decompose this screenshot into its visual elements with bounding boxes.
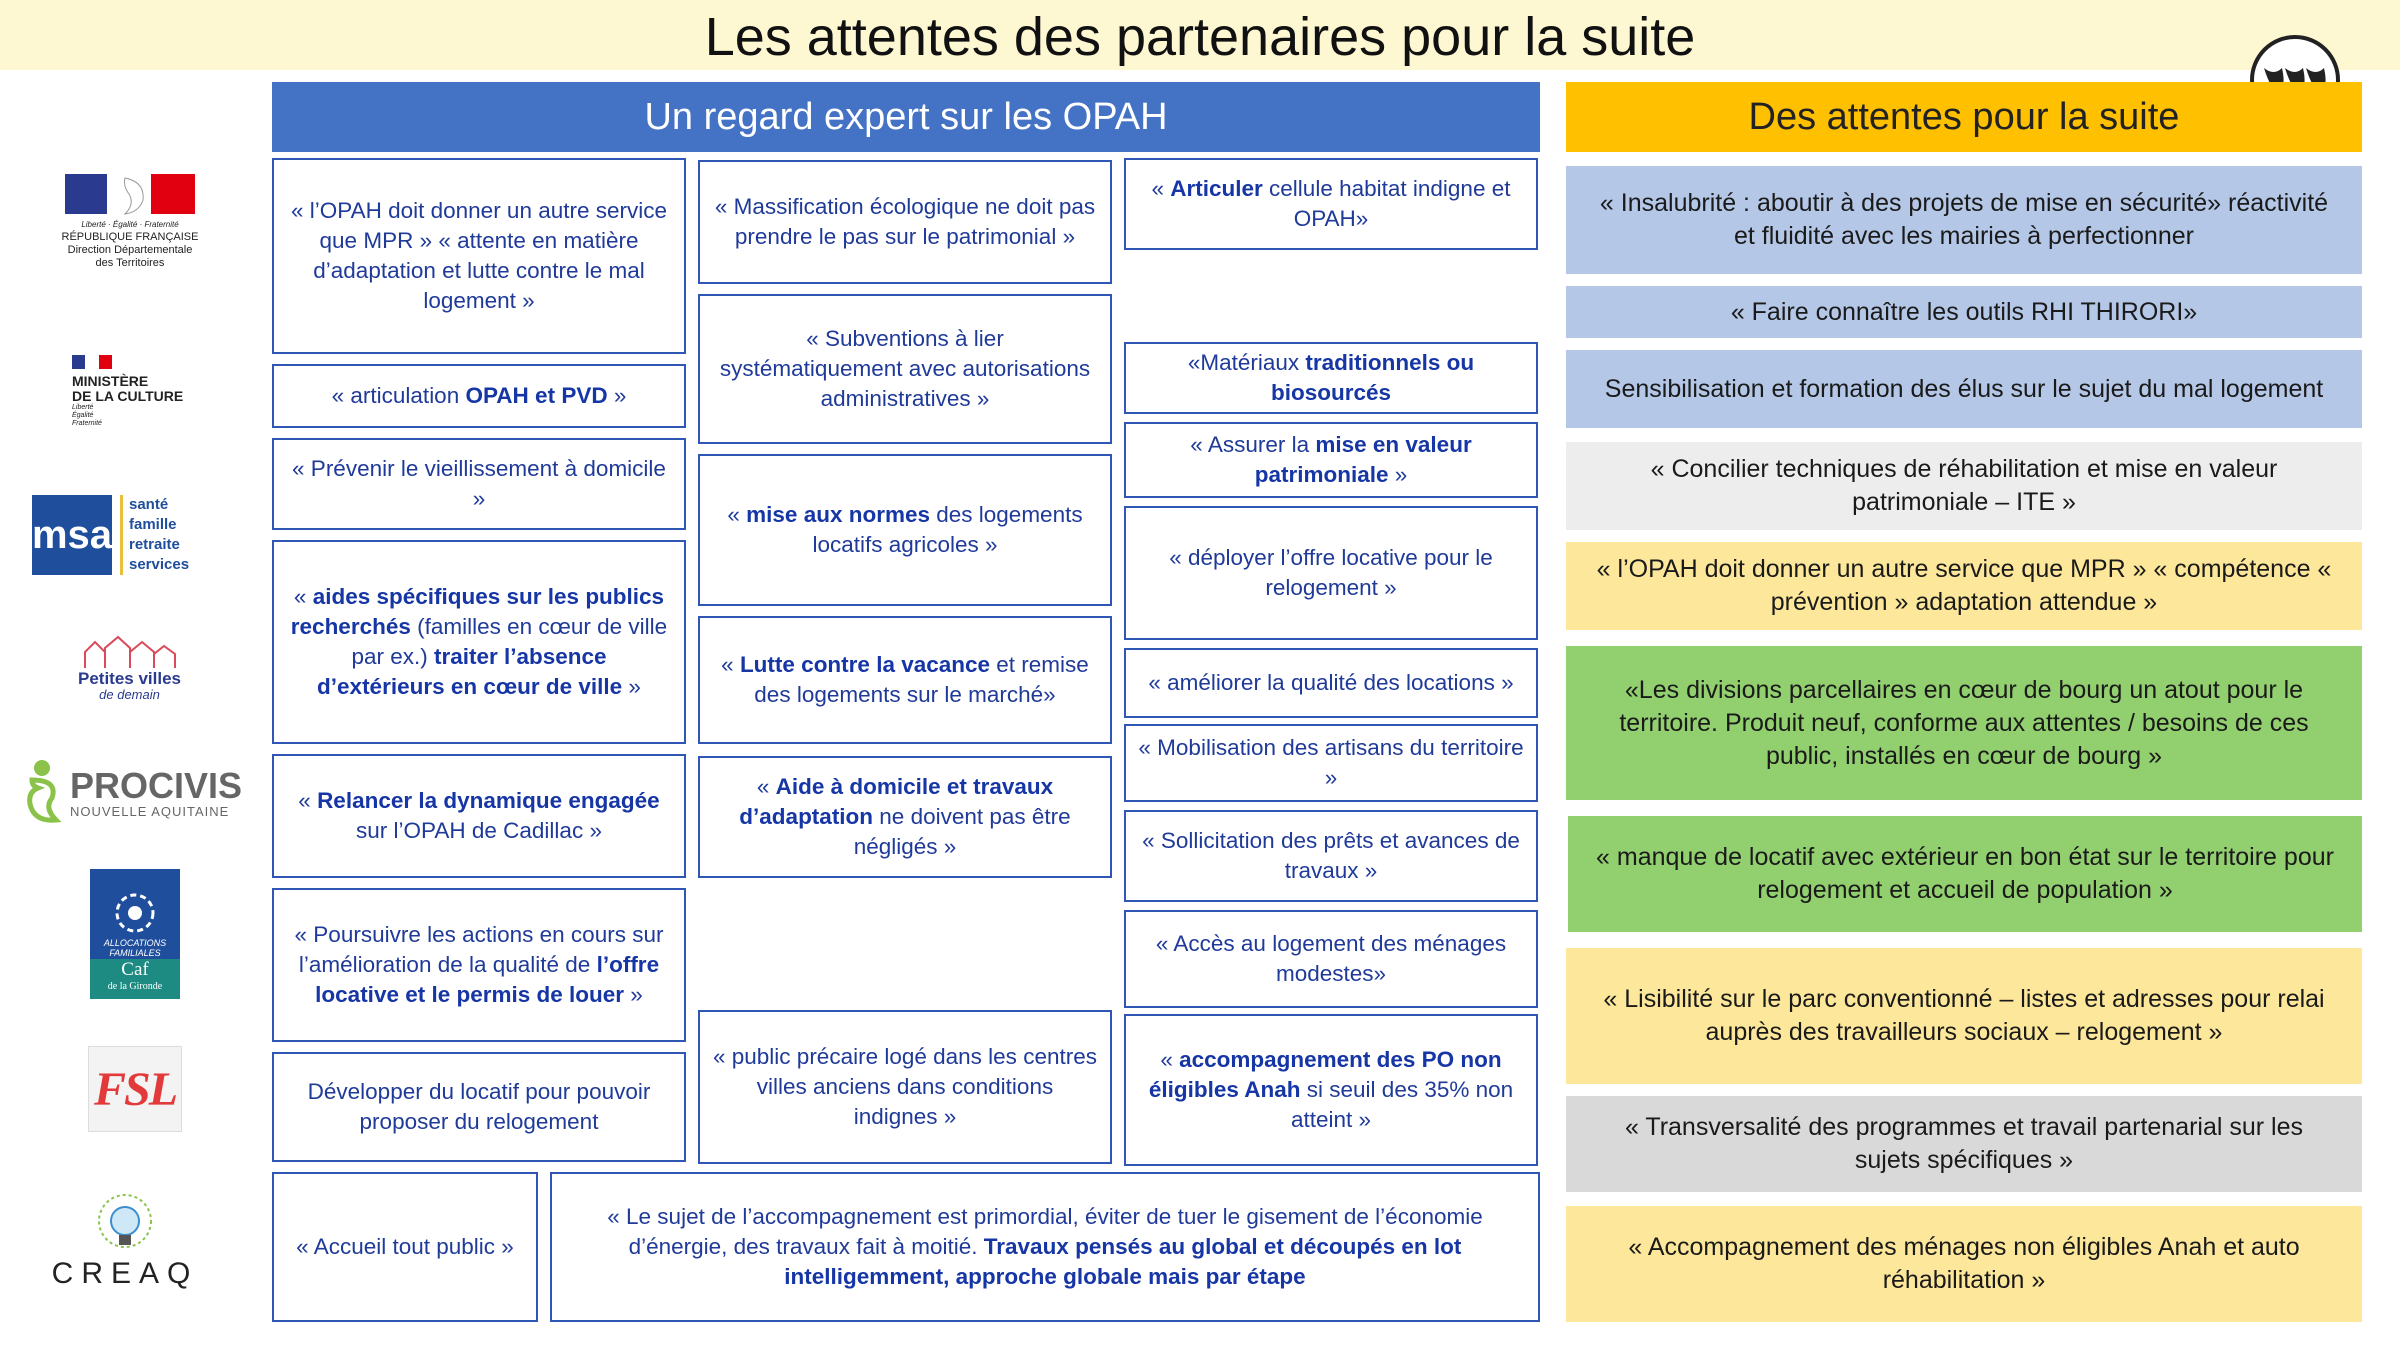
expert-note-8-text: « Massification écologique ne doit pas prendre le pas sur le patrimonial » — [714, 194, 1096, 249]
expert-note-24-text-a: « Le sujet de l’accompagnement est primordial, éviter de tuer le gisement de l’économie d’énergie, des travaux fait à moitié. — [607, 1204, 1483, 1259]
caf-emblem-icon — [110, 888, 160, 938]
expert-note-11-text-b: et remise des logements sur le marché» — [754, 652, 1089, 707]
section-header-expectations: Des attentes pour la suite — [1566, 82, 2362, 152]
republique-line1: RÉPUBLIQUE FRANÇAISE — [61, 231, 199, 243]
expert-note-24 — [550, 1172, 1540, 1322]
expert-note-10-text-b: des logements locatifs agricoles » — [812, 502, 1083, 557]
expert-note-15-bold: traditionnels ou biosourcés — [1270, 350, 1475, 405]
expectation-card-6: «Les divisions parcellaires en cœur de bourg un atout pour le territoire. Produit neuf, conforme aux attentes / besoins de ces public, installés en cœur de bourg » — [1566, 646, 2362, 800]
fsl-mark: FSL — [93, 1062, 177, 1116]
expert-note-24-bold: Travaux pensés au global et découpés en lot intelligemment, approche globale mais par étape — [784, 1234, 1462, 1289]
expert-note-5-text-b: sur l’OPAH de Cadillac » — [356, 818, 602, 843]
expert-note-5-bold: Relancer la dynamique engagée — [317, 788, 660, 813]
expectation-card-9: « Transversalité des programmes et travail partenarial sur les sujets spécifiques » — [1566, 1096, 2362, 1192]
republique-line2: Direction Départementale — [67, 244, 193, 256]
expert-note-20-text: « Sollicitation des prêts et avances de travaux » — [1142, 828, 1520, 883]
expert-note-6-bold: l’offre locative et le permis de louer — [315, 952, 660, 1007]
expert-note-12 — [698, 756, 1112, 878]
expert-note-13 — [698, 1010, 1112, 1164]
marianne-icon — [65, 170, 195, 218]
expert-note-22-bold: accompagnement des PO non éligibles Anah — [1148, 1047, 1502, 1102]
republique-line3: des Territoires — [95, 257, 165, 269]
lightbulb-icon — [93, 1193, 157, 1257]
expectation-card-7: « manque de locatif avec extérieur en bon état sur le territoire pour relogement et accueil de population » — [1568, 816, 2362, 932]
expert-note-11-text-a: « — [721, 652, 740, 677]
expert-note-1-text: « l’OPAH doit donner un autre service que MPR » « attente en matière d’adaptation et lutte contre le mal logement » — [290, 198, 668, 313]
expert-note-11 — [698, 616, 1112, 744]
caf-line4: de la Gironde — [107, 981, 163, 992]
procivis-line1: PROCIVIS — [70, 765, 243, 806]
expert-note-7 — [272, 1052, 686, 1162]
expert-note-12-text-b: ne doivent pas être négligés » — [853, 804, 1071, 859]
procivis-line2: NOUVELLE AQUITAINE — [70, 804, 230, 819]
expert-note-16 — [1124, 422, 1538, 498]
culture-motto3: Fraternité — [72, 420, 102, 427]
expert-note-2-text-b: » — [607, 383, 627, 408]
expectation-card-1: « Insalubrité : aboutir à des projets de mise en sécurité» réactivité et fluidité avec les mairies à perfectionner — [1566, 166, 2362, 274]
logo-creaq — [50, 1188, 200, 1296]
expert-note-11-bold: Lutte contre la vacance — [739, 652, 991, 677]
expert-note-3-text: « Prévenir le vieillissement à domicile » — [292, 456, 666, 511]
section-header-expert: Un regard expert sur les OPAH — [272, 82, 1540, 152]
expert-note-14 — [1124, 158, 1538, 250]
expert-note-10-text-a: « — [727, 502, 747, 527]
expert-note-2 — [272, 364, 686, 428]
msa-word-sante: santé — [129, 496, 169, 513]
expert-note-5-text-a: « — [298, 788, 318, 813]
expert-note-20 — [1124, 810, 1538, 902]
petites-villes-line1: Petites villes — [77, 669, 181, 688]
culture-motto2: Égalité — [72, 412, 94, 419]
expert-note-18 — [1124, 648, 1538, 718]
expert-note-22-text-b: si seuil des 35% non atteint » — [1290, 1077, 1514, 1132]
logo-fsl — [88, 1046, 182, 1132]
expert-note-14-bold: Articuler — [1170, 176, 1263, 201]
msa-word-retraite: retraite — [129, 536, 180, 553]
expectation-card-5: « l’OPAH doit donner un autre service que MPR » « compétence « prévention » adaptation attendue » — [1566, 542, 2362, 630]
expert-note-8 — [698, 160, 1112, 284]
expert-note-21 — [1124, 910, 1538, 1008]
expectation-card-2: « Faire connaître les outils RHI THIRORI» — [1566, 286, 2362, 338]
culture-motto1: Liberté — [72, 404, 94, 411]
expert-note-4-text-a: « — [293, 584, 313, 609]
logo-procivis — [22, 752, 247, 834]
expert-note-4-bold-a: aides spécifiques sur les publics recherchés — [290, 584, 665, 639]
logo-petites-villes — [62, 632, 197, 704]
creaq-mark: CREAQ — [51, 1257, 199, 1290]
expert-note-16-text-b: » — [1388, 462, 1408, 487]
expert-note-4-text-c: » — [622, 674, 641, 699]
expert-note-9 — [698, 294, 1112, 444]
expectation-card-10: « Accompagnement des ménages non éligibles Anah et auto réhabilitation » — [1566, 1206, 2362, 1322]
logo-caf — [90, 868, 180, 1000]
logo-ministere-culture — [72, 355, 212, 445]
expert-note-16-bold: mise en valeur patrimoniale — [1254, 432, 1472, 487]
expert-note-23 — [272, 1172, 538, 1322]
expert-note-10 — [698, 454, 1112, 606]
expert-note-7-text: Développer du locatif pour pouvoir proposer du relogement — [307, 1079, 651, 1134]
expert-note-21-text: « Accès au logement des ménages modestes» — [1155, 931, 1507, 986]
caf-line1: ALLOCATIONS — [103, 938, 167, 948]
caf-line3: Caf — [121, 959, 149, 980]
expert-note-13-text: « public précaire logé dans les centres villes anciens dans conditions indignes » — [713, 1044, 1097, 1129]
msa-word-services: services — [129, 556, 190, 573]
expert-note-16-text-a: « Assurer la — [1190, 432, 1316, 457]
expert-note-23-text: « Accueil tout public » — [296, 1234, 514, 1259]
expert-note-12-text-a: « — [756, 774, 776, 799]
expectation-card-4: « Concilier techniques de réhabilitation et mise en valeur patrimoniale – ITE » — [1566, 442, 2362, 530]
expert-note-2-bold: OPAH et PVD — [465, 383, 608, 408]
expert-note-6-text-b: » — [624, 982, 643, 1007]
expert-note-10-bold: mise aux normes — [746, 502, 930, 527]
logo-msa — [32, 492, 212, 578]
caf-line2: FAMILIALES — [109, 948, 161, 958]
expert-note-12-bold: Aide à domicile et travaux d’adaptation — [739, 774, 1054, 829]
expectation-card-8: « Lisibilité sur le parc conventionné – listes et adresses pour relai auprès des travailleurs sociaux – relogement » — [1566, 948, 2362, 1084]
page-title: Les attentes des partenaires pour la suite — [704, 7, 1696, 67]
republique-motto: Liberté · Égalité · Fraternité — [81, 220, 179, 229]
expert-note-3 — [272, 438, 686, 530]
expert-note-15-text-a: «Matériaux — [1187, 350, 1306, 375]
expert-note-9-text: « Subventions à lier systématiquement avec autorisations administratives » — [719, 326, 1091, 411]
expectation-card-3: Sensibilisation et formation des élus sur le sujet du mal logement — [1566, 350, 2362, 428]
expert-note-19-text: « Mobilisation des artisans du territoire » — [1138, 735, 1524, 790]
expert-note-17-text: « déployer l’offre locative pour le relogement » — [1169, 545, 1493, 600]
culture-line2: DE LA CULTURE — [72, 388, 184, 404]
culture-line1: MINISTÈRE — [72, 373, 149, 389]
expert-note-19 — [1124, 724, 1538, 802]
msa-mark: msa — [32, 495, 112, 575]
tricolor-flag-icon — [72, 355, 112, 369]
msa-word-famille: famille — [129, 516, 177, 533]
expert-note-15 — [1124, 342, 1538, 414]
expert-note-6 — [272, 888, 686, 1042]
expert-note-14-text-a: « — [1151, 176, 1171, 201]
expert-note-4-text-b: (familles en cœur de ville par ex.) — [351, 614, 668, 669]
expert-note-4 — [272, 540, 686, 744]
procivis-figure-icon — [22, 758, 66, 828]
houses-icon — [80, 634, 180, 670]
expert-note-22 — [1124, 1014, 1538, 1166]
expert-note-2-text-a: « articulation — [331, 383, 466, 408]
expert-note-1 — [272, 158, 686, 354]
logo-republique-francaise — [60, 160, 200, 280]
expert-note-4-bold-b: traiter l’absence d’extérieurs en cœur de ville — [317, 644, 623, 699]
expert-note-22-text-a: « — [1160, 1047, 1180, 1072]
expert-note-14-text-b: cellule habitat indigne et OPAH» — [1262, 176, 1511, 231]
expert-note-17 — [1124, 506, 1538, 640]
expert-note-5 — [272, 754, 686, 878]
expert-note-18-text: « améliorer la qualité des locations » — [1148, 670, 1514, 695]
petites-villes-line2: de demain — [99, 687, 160, 702]
expert-note-6-text-a: « Poursuivre les actions en cours sur l’amélioration de la qualité de — [294, 922, 664, 977]
